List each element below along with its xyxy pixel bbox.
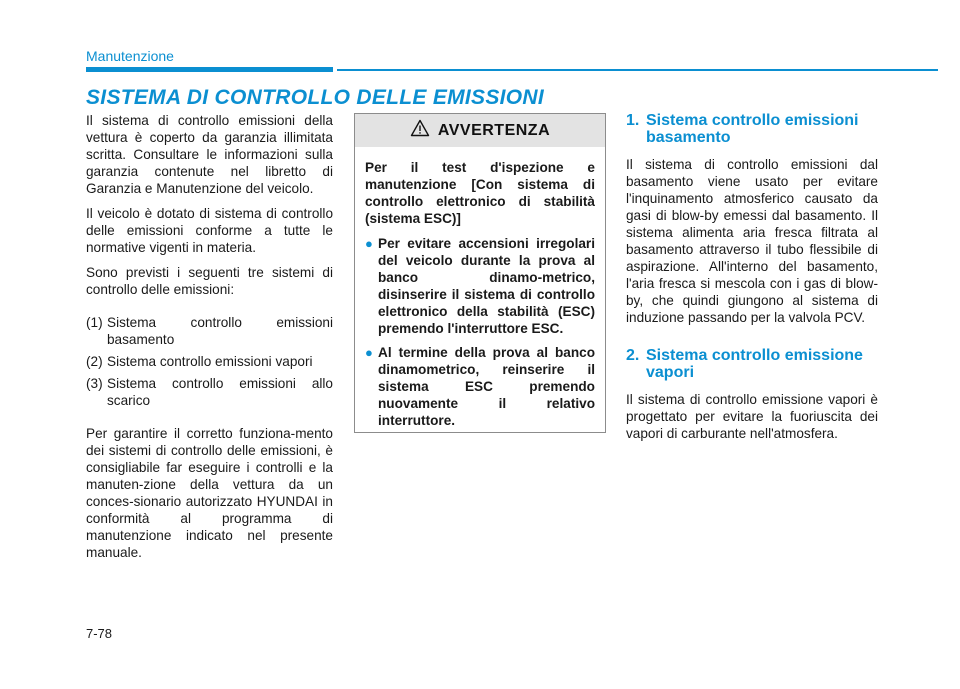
list-item-text: Sistema controllo emissioni basamento bbox=[107, 315, 333, 347]
subheading-number: 1. bbox=[626, 112, 640, 129]
list-item bbox=[86, 314, 333, 348]
list-item bbox=[365, 344, 595, 429]
column-left bbox=[86, 112, 333, 569]
list-item bbox=[365, 235, 595, 337]
bullet-icon: ● bbox=[365, 236, 373, 251]
paragraph-maintenance: Per garantire il corretto funziona-mento dei sistemi di controllo delle emissioni, è consigliabile far eseguire i controlli e la manuten-zione della vettura da un conces-sionario autorizzato HYUNDAI in conformità al programma di manutenzione indicato nel presente manuale. bbox=[86, 426, 333, 560]
page-number: 7-78 bbox=[86, 626, 113, 641]
subheading-crankcase bbox=[626, 112, 878, 146]
warning-triangle-icon bbox=[410, 119, 430, 142]
subheading-text: Sistema controllo emissione vapori bbox=[646, 347, 863, 381]
list-item-number: (1) bbox=[86, 315, 103, 330]
warning-box bbox=[354, 113, 606, 433]
column-right bbox=[626, 112, 878, 442]
subheading-number: 2. bbox=[626, 347, 640, 364]
paragraph-crankcase: Il sistema di controllo emissioni dal basamento viene usato per evitare l'inquinamento atmosferico causato da gasi di blow-by emessi dal basamento. Il sistema alimenta aria fresca filtrata al basamento attraverso il tubo flessibile di aspirazione. All'interno del basamento, l'aria fresca si mescola con i gas di blow-by, che quindi giungono al sistema di induzione passando per la valvola PCV. bbox=[626, 157, 878, 325]
list-item-number: (2) bbox=[86, 354, 103, 369]
warning-body bbox=[355, 147, 605, 444]
warning-bullets bbox=[365, 235, 595, 429]
list-item bbox=[86, 353, 333, 370]
bullet-icon: ● bbox=[365, 345, 373, 360]
list-item bbox=[86, 375, 333, 409]
warning-header bbox=[355, 114, 605, 147]
warning-intro: Per il test d'ispezione e manutenzione [Con sistema di controllo elettronico di stabilità (sistema ESC)] bbox=[365, 160, 595, 226]
section-title: SISTEMA DI CONTROLLO DELLE EMISSIONI bbox=[86, 86, 545, 109]
list-item-text: Sistema controllo emissioni vapori bbox=[107, 354, 313, 369]
header-rule-thick bbox=[86, 67, 333, 72]
paragraph-compliance: Il veicolo è dotato di sistema di controllo delle emissioni conforme a tutte le normative vigenti in materia. bbox=[86, 206, 333, 255]
paragraph-evaporative: Il sistema di controllo emissione vapori è progettato per evitare la fuoriuscita dei vapori di carburante nell'atmosfera. bbox=[626, 392, 878, 441]
bullet-text: Al termine della prova al banco dinamometrico, reinserire il sistema ESC premendo nuovamente il relativo interruttore. bbox=[378, 345, 595, 428]
subheading-evaporative bbox=[626, 347, 878, 381]
list-item-number: (3) bbox=[86, 376, 103, 391]
list-item-text: Sistema controllo emissioni allo scarico bbox=[107, 376, 333, 408]
header-rule-thin bbox=[337, 69, 938, 71]
systems-list bbox=[86, 314, 333, 409]
paragraph-systems-intro: Sono previsti i seguenti tre sistemi di controllo delle emissioni: bbox=[86, 265, 333, 297]
paragraph-warranty: Il sistema di controllo emissioni della vettura è coperto da garanzia illimitata scritta. Consultare le informazioni sulla garanzia contenute nel libretto di Garanzia e Manutenzione del veicolo. bbox=[86, 113, 333, 196]
running-header: Manutenzione bbox=[86, 48, 174, 64]
subheading-text: Sistema controllo emissioni basamento bbox=[646, 112, 859, 146]
bullet-text: Per evitare accensioni irregolari del veicolo durante la prova al banco dinamo-metrico, disinserire il sistema di controllo elettronico della stabilità (ESC) premendo l'interruttore ESC. bbox=[378, 236, 595, 336]
warning-title: AVVERTENZA bbox=[437, 121, 551, 139]
